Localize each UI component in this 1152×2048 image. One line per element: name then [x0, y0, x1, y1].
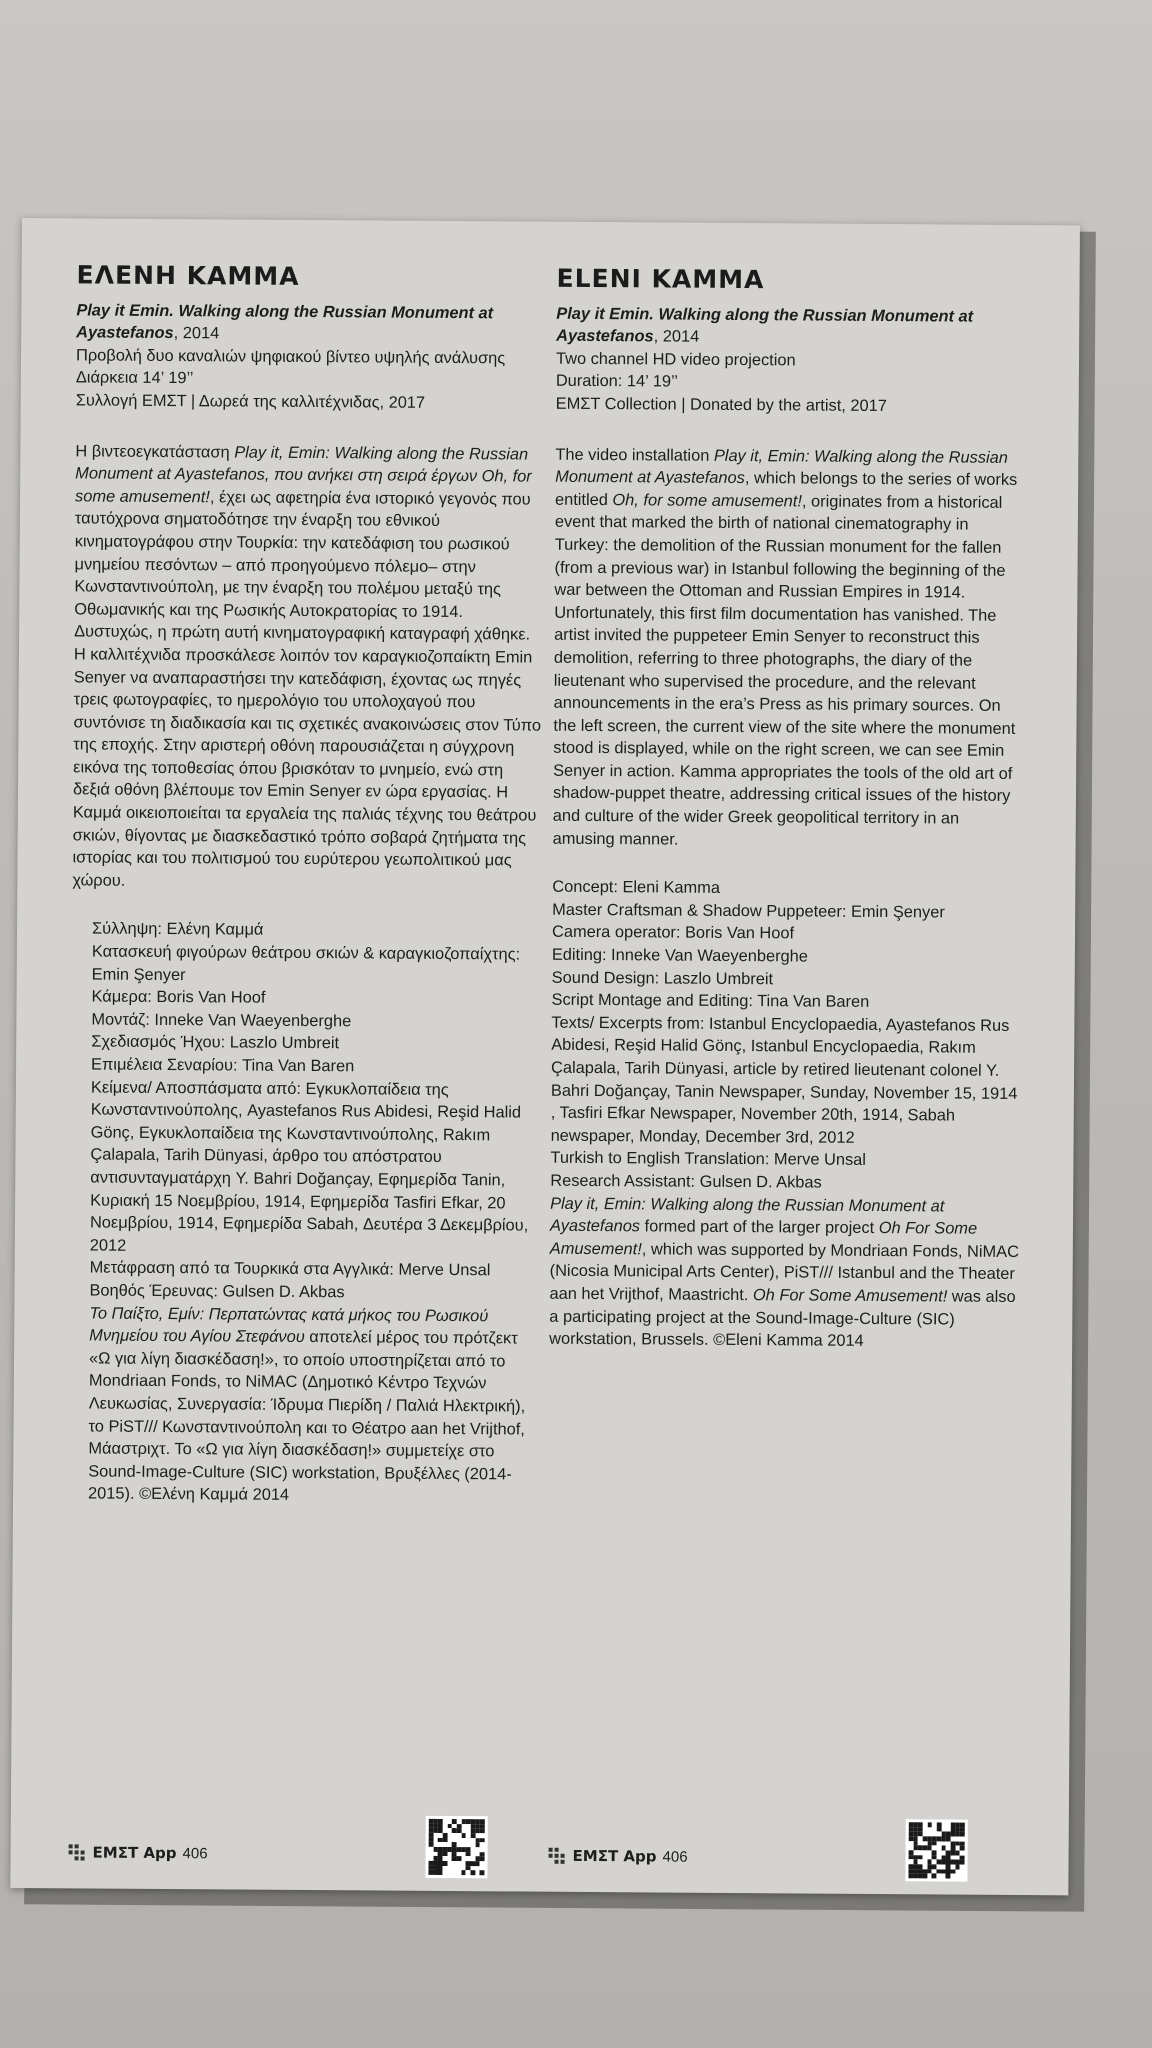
greek-closing-title: Το Παίξτο, Εμίν: Περπατώντας κατά μήκος του Ρωσικού Μνημείου του Αγίου Στεφάνου	[89, 1304, 489, 1347]
credit-line: Turkish to English Translation: Merve Unsal	[550, 1149, 867, 1170]
greek-meta-medium: Προβολή δυο καναλιών ψηφιακού βίντεο υψηλής ανάλυσης	[75, 346, 506, 368]
greek-credits	[68, 918, 542, 1509]
emst-app-icon	[549, 1848, 567, 1864]
english-closing-project: Oh For Some Amusement!	[549, 1219, 978, 1259]
qr-code-icon[interactable]	[425, 1816, 487, 1878]
greek-title-text: Play it Emin. Walking along the Russian Monument at Ayastefanos	[76, 300, 494, 343]
credit-line: Master Craftsman & Shadow Puppeteer: Emin Şenyer	[552, 900, 945, 922]
english-credits	[549, 876, 1022, 1354]
credit-line: Camera operator: Boris Van Hoof	[551, 923, 795, 943]
wall-label-panel	[10, 218, 1080, 1895]
greek-artwork-title	[76, 299, 546, 347]
greek-closing-rest: αποτελεί μέρος του πρότζεκτ «Ω για λίγη διασκέδαση!», το οποίο υποστηρίζεται από το Mondriaan Fonds, το NiMAC (Δημοτικό Κέντρο Τεχνών Λευκωσίας, Συνεργασία: Ίδρυμα Πιερίδη / Παλιά Ηλεκτρική), το PiST/// Κωνσταντινούπολη και το Θέατρο aan het Vrijthof, Μάαστριχτ. Το «Ω για λίγη διασκέδαση!» συμμετείχε στο Sound-Image-Culture (SIC) workstation, Βρυξέλλες (2014-2015). ©Ελένη Καμμά 2014	[88, 1328, 526, 1505]
english-column	[549, 222, 1027, 1354]
english-desc-title: Play it, Emin: Walking along the Russian Monument at Ayastefanos	[555, 446, 1008, 488]
greek-footer	[68, 1813, 488, 1886]
credit-line: Concept: Eleni Kamma	[552, 877, 721, 898]
greek-closing-note	[88, 1302, 539, 1508]
english-app-number: 406	[662, 1848, 688, 1866]
credit-line: Κατασκευή φιγούρων θεάτρου σκιών & καραγκιοζοπαίχτης: Emin Şenyer	[91, 942, 521, 984]
greek-description	[72, 440, 545, 895]
english-title-text: Play it Emin. Walking along the Russian Monument at Ayastefanos	[556, 304, 974, 346]
credit-line: Βοηθός Έρευνας: Gulsen D. Akbas	[89, 1281, 345, 1302]
greek-desc-intro: Η βιντεοεγκατάσταση	[75, 441, 235, 462]
greek-desc-rest: , έχει ως αφετηρία ένα ιστορικό γεγονός που ταυτόχρονα σηματοδότησε την έναρξη του εθνικού κινηματογράφου στην Τουρκία: την κατεδάφιση του ρωσικού μνημείου πεσόντων – από προηγούμενο πόλεμο– στην Κωνσταντινούπολη, με την έναρξη του πολέμου μεταξύ της Οθωμανικής και της Ρωσικής Αυτοκρατορίας το 1914. Δυστυχώς, η πρώτη αυτή κινηματογραφική καταγραφή χάθηκε. Η καλλιτέχνιδα προσκάλεσε λοιπόν τον καραγκιοζοπαίκτη Emin Senyer να αναπαραστήσει την κατεδάφιση, έχοντας ως πηγές τρεις φωτογραφίες, το ημερολόγιο του υπολοχαγού που συντόνισε τη διαδικασία και τις σχετικές ανακοινώσεις στον Τύπο της εποχής. Στην αριστερή οθόνη παρουσιάζεται η σύγχρονη εικόνα της τοποθεσίας όπου βρισκόταν το μνημείο, ενώ στη δεξιά οθόνη βλέπουμε τον Emin Senyer εν ώρα εργασίας. Η Καμμά οικειοποιείται τα εργαλεία της παλιάς τέχνης του θεάτρου σκιών, θίγοντας με διασκεδαστικό τρόπο σοβαρά ζητήματα της ιστορίας και του πολιτισμού του ευρύτερου γεωπολιτικού μας χώρου.	[72, 488, 542, 890]
english-year: , 2014	[653, 327, 700, 346]
english-app-name: ΕΜΣΤ App	[572, 1846, 657, 1866]
english-closing-mid2: , which was supported by Mondriaan Fonds, NiMAC (Nicosia Municipal Arts Center), PiST/// Istanbul and the Theater aan het Vrijthof, Maastricht.	[549, 1240, 1020, 1305]
qr-grid-right	[908, 1822, 964, 1878]
greek-desc-title: Play it, Emin: Walking along the Russian Monument at Ayastefanos, που ανήκει στη σειρά έργων Oh, for some amusement!	[74, 443, 532, 507]
credit-line: Μοντάζ: Inneke Van Waeyenberghe	[91, 1010, 352, 1031]
greek-meta-collection: Συλλογή ΕΜΣΤ | Δωρεά της καλλιτέχνιδας, 2017	[75, 391, 426, 412]
english-app-reference	[549, 1847, 688, 1866]
english-meta-medium: Two channel HD video projection	[555, 349, 796, 370]
english-meta-duration: Duration: 14’ 19’’	[555, 372, 679, 391]
english-footer	[548, 1817, 968, 1890]
english-description	[553, 443, 1026, 853]
english-closing-end: was also a participating project at the Sound-Image-Culture (SIC) workstation, Brussels. ©Eleni Kamma 2014	[549, 1287, 1016, 1351]
credit-line: Μετάφραση από τα Τουρκικά στα Αγγλικά: Merve Unsal	[89, 1258, 491, 1280]
english-artwork-title	[556, 302, 1026, 350]
qr-grid-left	[428, 1819, 484, 1875]
greek-app-reference	[69, 1843, 208, 1862]
english-closing-mid: formed part of the larger project	[639, 1217, 879, 1238]
credit-line: Σχεδιασμός Ήχου: Laszlo Umbreit	[91, 1032, 340, 1053]
english-closing-note	[549, 1192, 1020, 1353]
english-desc-mid: , which belongs to the series of works entitled	[554, 469, 1018, 509]
credit-line: Texts/ Excerpts from: Istanbul Encyclopaedia, Ayastefanos Rus Abidesi, Reşid Halid Gönç, Istanbul Encyclopaedia, Rakım Çalapala, Tarih Dünyasi, article by retired lieutenant colonel Y. Bahri Doğançay, Tanin Newspaper, Sunday, November 15, 1914 , Tasfiri Efkar Newspaper, November 20th, 1914, Sabah newspaper, Monday, December 3rd, 2012	[550, 1013, 1018, 1147]
english-desc-series: Oh, for some amusement!	[612, 490, 803, 511]
greek-app-name: ΕΜΣΤ App	[92, 1843, 177, 1863]
qr-module	[480, 1871, 485, 1876]
qr-module	[960, 1874, 965, 1879]
english-closing-title: Play it, Emin: Walking along the Russian Monument at Ayastefanos	[549, 1194, 945, 1236]
greek-year: , 2014	[173, 324, 220, 343]
english-meta-collection: ΕΜΣΤ Collection | Donated by the artist, 2017	[555, 394, 887, 416]
greek-artist-name: ΕΛΕΝΗ ΚΑΜΜΑ	[76, 260, 300, 291]
greek-meta-duration: Διάρκεια 14’ 19’’	[75, 368, 194, 388]
english-artist-name: ELENI KAMMA	[556, 263, 765, 295]
greek-column	[68, 218, 547, 1508]
english-closing-project2: Oh For Some Amusement!	[752, 1286, 948, 1306]
credit-line: Script Montage and Editing: Tina Van Baren	[551, 990, 870, 1012]
credit-line: Research Assistant: Gulsen D. Akbas	[550, 1171, 822, 1192]
credit-line: Κάμερα: Boris Van Hoof	[91, 987, 266, 1007]
emst-app-icon	[69, 1844, 87, 1860]
credit-line: Sound Design: Laszlo Umbreit	[551, 968, 774, 988]
english-meta	[556, 348, 1026, 419]
english-desc-rest: , originates from a historical event that marked the birth of national cinematography in Turkey: the demolition of the Russian monument for the fallen (from a previous war) in Istanbul following the beginning of the war between the Ottoman and Russian Empires in 1914. Unfortunately, this first film documentation has vanished. The artist invited the puppeteer Emin Senyer to reconstruct this demolition, referring to three photographs, the diary of the lieutenant who supervised the procedure, and the relevant announcements in the era’s Press as his primary sources. On the left screen, the current view of the site where the monument stood is displayed, while on the right screen, we can see Emin Senyer in action. Kamma appropriates the tools of the old art of shadow-puppet theatre, addressing critical issues of the history and culture of the wider Greek geopolitical territory in an amusing manner.	[552, 492, 1016, 849]
credit-line: Κείμενα/ Αποσπάσματα από: Εγκυκλοπαίδεια της Κωνσταντινούπολης, Ayastefanos Rus Abidesi, Reşid Halid Gönç, Εγκυκλοπαίδεια της Κωνσταντινούπολης, Rakım Çalapala, Tarih Dünyasi, άρθρο του απόστρατου αντισυνταγματάρχη Y. Bahri Doğançay, Εφημερίδα Tanin, Κυριακή 15 Νοεμβρίου, 1914, Εφημερίδα Tasfiri Efkar, 20 Νοεμβρίου, 1914, Εφημερίδα Sabah, Δευτέρα 3 Δεκεμβρίου, 2012	[89, 1078, 529, 1255]
credit-line: Editing: Inneke Van Waeyenberghe	[551, 945, 808, 966]
english-desc-intro: The video installation	[555, 445, 714, 465]
credit-line: Επιμέλεια Σεναρίου: Tina Van Baren	[91, 1055, 355, 1076]
qr-code-icon[interactable]	[905, 1819, 967, 1881]
greek-app-number: 406	[182, 1844, 208, 1862]
greek-meta	[76, 344, 546, 415]
credit-line: Σύλληψη: Ελένη Καμμά	[91, 919, 264, 940]
